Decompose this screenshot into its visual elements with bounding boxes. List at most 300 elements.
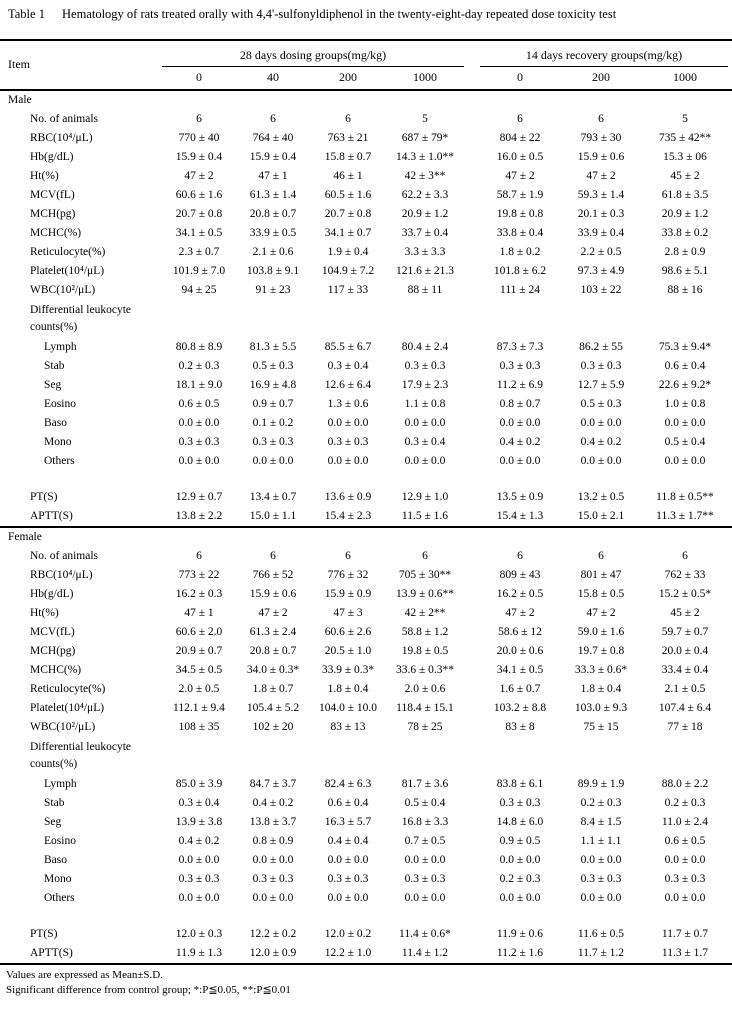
value-cell: 16.8 ± 3.3	[401, 816, 449, 828]
section-label: Female	[8, 530, 42, 543]
row-label: No. of animals	[30, 549, 99, 562]
value-cell: 0.5 ± 0.3	[580, 398, 622, 410]
value-cell: 0.0 ± 0.0	[404, 417, 446, 429]
value-cell: 94 ± 25	[181, 284, 217, 296]
value-cell: 97.3 ± 4.9	[577, 265, 625, 277]
value-cell: 17.9 ± 2.3	[401, 379, 449, 391]
dose-column-header: 0	[196, 70, 202, 84]
value-cell: 85.5 ± 6.7	[324, 341, 372, 353]
dose-column-header: 1000	[413, 70, 437, 84]
section-row	[0, 91, 732, 110]
row-label: Stab	[44, 359, 65, 372]
table-row	[0, 452, 732, 471]
row-label: Stab	[44, 796, 65, 809]
value-cell: 6	[270, 550, 276, 562]
dose-column-header: 200	[339, 70, 357, 84]
table-caption-text: Hematology of rats treated orally with 4,4'-sulfonyldiphenol in the twenty-eight-day repeated dose toxicity test	[62, 7, 617, 21]
value-cell: 0.0 ± 0.0	[327, 417, 369, 429]
value-cell: 773 ± 22	[178, 569, 220, 581]
value-cell: 804 ± 22	[499, 132, 541, 144]
table-row	[0, 281, 732, 300]
value-cell: 15.9 ± 0.6	[249, 588, 297, 600]
value-cell: 33.9 ± 0.4	[577, 227, 625, 239]
value-cell: 0.0 ± 0.0	[404, 455, 446, 467]
value-cell: 0.0 ± 0.0	[580, 892, 622, 904]
value-cell: 108 ± 35	[178, 721, 220, 733]
value-cell: 84.7 ± 3.7	[249, 778, 297, 790]
value-cell: 6	[598, 550, 604, 562]
table-row	[0, 944, 732, 963]
value-cell: 5	[682, 113, 688, 125]
recovery-group-header: 14 days recovery groups(mg/kg)	[480, 48, 728, 67]
value-cell: 33.6 ± 0.3**	[395, 664, 455, 676]
value-cell: 82.4 ± 6.3	[324, 778, 372, 790]
value-cell: 0.0 ± 0.0	[404, 892, 446, 904]
value-cell: 81.3 ± 5.5	[249, 341, 297, 353]
value-cell: 8.4 ± 1.5	[580, 816, 622, 828]
row-label: Seg	[44, 815, 62, 828]
value-cell: 20.9 ± 0.7	[175, 645, 223, 657]
value-cell: 15.3 ± 06	[663, 151, 707, 163]
value-cell: 13.6 ± 0.9	[324, 491, 372, 503]
value-cell: 103 ± 22	[580, 284, 622, 296]
table-row	[0, 205, 732, 224]
value-cell: 34.0 ± 0.3*	[246, 664, 300, 676]
row-label: APTT(S)	[30, 509, 73, 522]
value-cell: 0.0 ± 0.0	[580, 854, 622, 866]
value-cell: 0.4 ± 0.2	[178, 835, 220, 847]
value-cell: 47 ± 2	[505, 170, 535, 182]
section-label: Male	[8, 93, 32, 106]
value-cell: 103.2 ± 8.8	[493, 702, 547, 714]
row-label: APTT(S)	[30, 946, 73, 959]
value-cell: 0.0 ± 0.0	[664, 417, 706, 429]
value-cell: 1.3 ± 0.6	[327, 398, 369, 410]
row-label: Baso	[44, 853, 67, 866]
value-cell: 20.9 ± 1.2	[401, 208, 449, 220]
value-cell: 0.6 ± 0.5	[664, 835, 706, 847]
table-row	[0, 433, 732, 452]
value-cell: 11.0 ± 2.4	[661, 816, 709, 828]
value-cell: 12.0 ± 0.2	[324, 928, 372, 940]
value-cell: 11.9 ± 1.3	[175, 947, 223, 959]
value-cell: 2.0 ± 0.5	[178, 683, 220, 695]
value-cell: 45 ± 2	[670, 170, 700, 182]
value-cell: 0.1 ± 0.2	[252, 417, 294, 429]
value-cell: 61.8 ± 3.5	[661, 189, 709, 201]
value-cell: 33.8 ± 0.2	[661, 227, 709, 239]
value-cell: 80.4 ± 2.4	[401, 341, 449, 353]
value-cell: 0.3 ± 0.3	[580, 360, 622, 372]
value-cell: 0.3 ± 0.3	[252, 873, 294, 885]
value-cell: 59.0 ± 1.6	[577, 626, 625, 638]
table-row	[0, 699, 732, 718]
value-cell: 5	[422, 113, 428, 125]
table-row	[0, 488, 732, 507]
value-cell: 12.2 ± 0.2	[249, 928, 297, 940]
value-cell: 0.5 ± 0.4	[404, 797, 446, 809]
value-cell: 60.6 ± 1.6	[175, 189, 223, 201]
value-cell: 33.9 ± 0.5	[249, 227, 297, 239]
value-cell: 0.5 ± 0.4	[664, 436, 706, 448]
value-cell: 58.6 ± 12	[498, 626, 542, 638]
value-cell: 764 ± 40	[252, 132, 294, 144]
spacer-row	[0, 908, 732, 925]
value-cell: 762 ± 33	[664, 569, 706, 581]
value-cell: 34.5 ± 0.5	[175, 664, 223, 676]
value-cell: 0.3 ± 0.3	[499, 360, 541, 372]
table-header	[0, 41, 732, 89]
value-cell: 16.2 ± 0.3	[175, 588, 223, 600]
value-cell: 0.0 ± 0.0	[580, 417, 622, 429]
value-cell: 11.8 ± 0.5**	[656, 491, 714, 503]
row-label: Platelet(10⁴/μL)	[30, 264, 105, 277]
row-label: Mono	[44, 872, 72, 885]
value-cell: 0.2 ± 0.3	[499, 873, 541, 885]
value-cell: 0.6 ± 0.4	[664, 360, 706, 372]
value-cell: 6	[345, 113, 351, 125]
value-cell: 0.0 ± 0.0	[664, 892, 706, 904]
value-cell: 80.8 ± 8.9	[175, 341, 223, 353]
value-cell: 20.8 ± 0.7	[249, 208, 297, 220]
value-cell: 735 ± 42**	[658, 132, 712, 144]
value-cell: 0.3 ± 0.3	[178, 873, 220, 885]
value-cell: 0.3 ± 0.3	[580, 873, 622, 885]
table-row	[0, 547, 732, 566]
value-cell: 47 ± 3	[333, 607, 363, 619]
value-cell: 33.9 ± 0.3*	[321, 664, 375, 676]
table-row	[0, 925, 732, 944]
value-cell: 89.9 ± 1.9	[577, 778, 625, 790]
value-cell: 14.3 ± 1.0**	[395, 151, 455, 163]
value-cell: 33.7 ± 0.4	[401, 227, 449, 239]
value-cell: 763 ± 21	[327, 132, 369, 144]
value-cell: 0.2 ± 0.3	[580, 797, 622, 809]
value-cell: 61.3 ± 1.4	[249, 189, 297, 201]
value-cell: 0.0 ± 0.0	[327, 892, 369, 904]
row-label: Others	[44, 454, 75, 467]
value-cell: 59.7 ± 0.7	[661, 626, 709, 638]
row-label: Differential leukocyte counts(%)	[30, 740, 132, 770]
row-label: Ht(%)	[30, 606, 59, 619]
table-row	[0, 243, 732, 262]
value-cell: 0.3 ± 0.4	[404, 436, 446, 448]
table-row	[0, 737, 732, 775]
value-cell: 15.4 ± 2.3	[324, 510, 372, 522]
dose-column-header: 40	[267, 70, 279, 84]
value-cell: 98.6 ± 5.1	[661, 265, 709, 277]
value-cell: 46 ± 1	[333, 170, 363, 182]
value-cell: 75 ± 15	[583, 721, 619, 733]
value-cell: 60.6 ± 2.0	[175, 626, 223, 638]
dose-column-header: 1000	[673, 70, 697, 84]
value-cell: 87.3 ± 7.3	[496, 341, 544, 353]
value-cell: 11.4 ± 1.2	[401, 947, 449, 959]
dosing-group-header: 28 days dosing groups(mg/kg)	[162, 48, 464, 67]
value-cell: 47 ± 2	[586, 170, 616, 182]
value-cell: 16.0 ± 0.5	[496, 151, 544, 163]
value-cell: 18.1 ± 9.0	[175, 379, 223, 391]
table-footnotes	[0, 965, 732, 998]
value-cell: 12.0 ± 0.9	[249, 947, 297, 959]
value-cell: 12.2 ± 1.0	[324, 947, 372, 959]
value-cell: 12.9 ± 0.7	[175, 491, 223, 503]
value-cell: 1.8 ± 0.4	[580, 683, 622, 695]
value-cell: 12.6 ± 6.4	[324, 379, 372, 391]
value-cell: 59.3 ± 1.4	[577, 189, 625, 201]
value-cell: 20.0 ± 0.6	[496, 645, 544, 657]
table-row	[0, 507, 732, 526]
value-cell: 103.8 ± 9.1	[246, 265, 300, 277]
value-cell: 13.4 ± 0.7	[249, 491, 297, 503]
value-cell: 78 ± 25	[407, 721, 443, 733]
value-cell: 22.6 ± 9.2*	[658, 379, 712, 391]
value-cell: 11.6 ± 0.5	[577, 928, 625, 940]
value-cell: 705 ± 30**	[398, 569, 452, 581]
value-cell: 11.4 ± 0.6*	[399, 928, 451, 940]
table-row	[0, 566, 732, 585]
value-cell: 2.3 ± 0.7	[178, 246, 220, 258]
value-cell: 13.8 ± 2.2	[175, 510, 223, 522]
value-cell: 0.6 ± 0.5	[178, 398, 220, 410]
value-cell: 104.9 ± 7.2	[321, 265, 375, 277]
value-cell: 0.5 ± 0.3	[252, 360, 294, 372]
row-label: MCH(pg)	[30, 207, 76, 220]
value-cell: 103.0 ± 9.3	[574, 702, 628, 714]
table-row	[0, 357, 732, 376]
value-cell: 0.3 ± 0.3	[404, 360, 446, 372]
value-cell: 15.4 ± 1.3	[496, 510, 544, 522]
value-cell: 0.2 ± 0.3	[664, 797, 706, 809]
table-row	[0, 414, 732, 433]
row-label: No. of animals	[30, 112, 99, 125]
table-body	[0, 91, 732, 963]
value-cell: 11.7 ± 1.2	[577, 947, 625, 959]
value-cell: 0.0 ± 0.0	[664, 854, 706, 866]
value-cell: 11.7 ± 0.7	[661, 928, 709, 940]
footnote-significance: Significant difference from control group; *:P≦0.05, **:P≦0.01	[6, 983, 291, 996]
value-cell: 12.7 ± 5.9	[577, 379, 625, 391]
value-cell: 6	[196, 550, 202, 562]
value-cell: 0.0 ± 0.0	[404, 854, 446, 866]
table-row	[0, 623, 732, 642]
table-caption	[0, 5, 732, 23]
value-cell: 104.0 ± 10.0	[318, 702, 378, 714]
row-label: RBC(10⁴/μL)	[30, 568, 93, 581]
value-cell: 15.0 ± 1.1	[249, 510, 297, 522]
value-cell: 0.2 ± 0.3	[178, 360, 220, 372]
value-cell: 88 ± 16	[667, 284, 703, 296]
value-cell: 12.9 ± 1.0	[401, 491, 449, 503]
value-cell: 0.3 ± 0.3	[499, 797, 541, 809]
value-cell: 12.0 ± 0.3	[175, 928, 223, 940]
value-cell: 0.3 ± 0.4	[327, 360, 369, 372]
row-label: Reticulocyte(%)	[30, 682, 106, 695]
value-cell: 0.3 ± 0.3	[664, 873, 706, 885]
row-label: MCV(fL)	[30, 625, 75, 638]
value-cell: 687 ± 79*	[401, 132, 449, 144]
value-cell: 0.3 ± 0.4	[178, 797, 220, 809]
value-cell: 19.7 ± 0.8	[577, 645, 625, 657]
value-cell: 0.0 ± 0.0	[499, 892, 541, 904]
value-cell: 15.0 ± 2.1	[577, 510, 625, 522]
table-row	[0, 813, 732, 832]
table-row	[0, 775, 732, 794]
value-cell: 0.8 ± 0.7	[499, 398, 541, 410]
value-cell: 15.2 ± 0.5*	[658, 588, 712, 600]
value-cell: 0.0 ± 0.0	[327, 455, 369, 467]
table-row	[0, 661, 732, 680]
value-cell: 20.7 ± 0.8	[324, 208, 372, 220]
value-cell: 0.9 ± 0.5	[499, 835, 541, 847]
table-row	[0, 832, 732, 851]
value-cell: 13.5 ± 0.9	[496, 491, 544, 503]
table-row	[0, 186, 732, 205]
value-cell: 42 ± 2**	[404, 607, 446, 619]
value-cell: 0.4 ± 0.2	[499, 436, 541, 448]
value-cell: 13.2 ± 0.5	[577, 491, 625, 503]
value-cell: 6	[196, 113, 202, 125]
value-cell: 0.8 ± 0.9	[252, 835, 294, 847]
value-cell: 13.9 ± 3.8	[175, 816, 223, 828]
value-cell: 801 ± 47	[580, 569, 622, 581]
row-label: RBC(10⁴/μL)	[30, 131, 93, 144]
row-label: PT(S)	[30, 927, 58, 940]
table-row	[0, 718, 732, 737]
value-cell: 112.1 ± 9.4	[173, 702, 225, 714]
value-cell: 0.0 ± 0.0	[499, 455, 541, 467]
value-cell: 13.8 ± 3.7	[249, 816, 297, 828]
table-row	[0, 870, 732, 889]
value-cell: 766 ± 52	[252, 569, 294, 581]
value-cell: 11.3 ± 1.7	[661, 947, 709, 959]
value-cell: 0.7 ± 0.5	[404, 835, 446, 847]
value-cell: 83 ± 13	[330, 721, 366, 733]
value-cell: 77 ± 18	[667, 721, 703, 733]
row-label: MCH(pg)	[30, 644, 76, 657]
row-label: Reticulocyte(%)	[30, 245, 106, 258]
row-label: Hb(g/dL)	[30, 150, 74, 163]
value-cell: 11.9 ± 0.6	[496, 928, 544, 940]
value-cell: 15.9 ± 0.4	[175, 151, 223, 163]
value-cell: 0.0 ± 0.0	[178, 854, 220, 866]
value-cell: 1.8 ± 0.2	[499, 246, 541, 258]
dose-column-header: 0	[517, 70, 523, 84]
table-row	[0, 148, 732, 167]
row-label: Seg	[44, 378, 62, 391]
value-cell: 0.3 ± 0.3	[178, 436, 220, 448]
row-label: Others	[44, 891, 75, 904]
item-column-header: Item	[8, 57, 30, 71]
table-row	[0, 604, 732, 623]
value-cell: 1.9 ± 0.4	[327, 246, 369, 258]
value-cell: 111 ± 24	[500, 284, 540, 296]
value-cell: 11.5 ± 1.6	[401, 510, 449, 522]
value-cell: 58.8 ± 1.2	[401, 626, 449, 638]
value-cell: 20.8 ± 0.7	[249, 645, 297, 657]
value-cell: 58.7 ± 1.9	[496, 189, 544, 201]
value-cell: 15.8 ± 0.7	[324, 151, 372, 163]
value-cell: 19.8 ± 0.5	[401, 645, 449, 657]
value-cell: 34.1 ± 0.5	[496, 664, 544, 676]
footnote-mean-sd: Values are expressed as Mean±S.D.	[6, 968, 163, 981]
value-cell: 0.4 ± 0.4	[327, 835, 369, 847]
value-cell: 83.8 ± 6.1	[496, 778, 544, 790]
value-cell: 1.8 ± 0.4	[327, 683, 369, 695]
value-cell: 0.0 ± 0.0	[499, 417, 541, 429]
value-cell: 2.0 ± 0.6	[404, 683, 446, 695]
row-label: MCHC(%)	[30, 226, 82, 239]
table-row	[0, 262, 732, 281]
table-row	[0, 300, 732, 338]
value-cell: 33.3 ± 0.6*	[574, 664, 628, 676]
value-cell: 2.1 ± 0.6	[252, 246, 294, 258]
value-cell: 20.9 ± 1.2	[661, 208, 709, 220]
value-cell: 0.4 ± 0.2	[580, 436, 622, 448]
value-cell: 34.1 ± 0.7	[324, 227, 372, 239]
value-cell: 20.7 ± 0.8	[175, 208, 223, 220]
spacer-row	[0, 471, 732, 488]
dose-column-header: 200	[592, 70, 610, 84]
value-cell: 809 ± 43	[499, 569, 541, 581]
value-cell: 47 ± 2	[586, 607, 616, 619]
value-cell: 2.1 ± 0.5	[664, 683, 706, 695]
value-cell: 91 ± 23	[255, 284, 291, 296]
value-cell: 101.9 ± 7.0	[172, 265, 226, 277]
value-cell: 1.8 ± 0.7	[252, 683, 294, 695]
row-label: Eosino	[44, 397, 76, 410]
row-label: Lymph	[44, 340, 77, 353]
value-cell: 47 ± 1	[184, 607, 214, 619]
value-cell: 15.8 ± 0.5	[577, 588, 625, 600]
value-cell: 45 ± 2	[670, 607, 700, 619]
row-label: Baso	[44, 416, 67, 429]
value-cell: 19.8 ± 0.8	[496, 208, 544, 220]
value-cell: 0.4 ± 0.2	[252, 797, 294, 809]
value-cell: 88 ± 11	[407, 284, 443, 296]
value-cell: 0.0 ± 0.0	[252, 455, 294, 467]
value-cell: 102 ± 20	[252, 721, 294, 733]
value-cell: 793 ± 30	[580, 132, 622, 144]
value-cell: 86.2 ± 55	[579, 341, 623, 353]
row-label: WBC(10²/μL)	[30, 720, 96, 733]
value-cell: 16.2 ± 0.5	[496, 588, 544, 600]
value-cell: 2.8 ± 0.9	[664, 246, 706, 258]
value-cell: 0.0 ± 0.0	[178, 892, 220, 904]
value-cell: 61.3 ± 2.4	[249, 626, 297, 638]
value-cell: 33.8 ± 0.4	[496, 227, 544, 239]
value-cell: 60.5 ± 1.6	[324, 189, 372, 201]
value-cell: 75.3 ± 9.4*	[658, 341, 712, 353]
row-label: Platelet(10⁴/μL)	[30, 701, 105, 714]
value-cell: 20.0 ± 0.4	[661, 645, 709, 657]
value-cell: 1.6 ± 0.7	[499, 683, 541, 695]
value-cell: 121.6 ± 21.3	[395, 265, 455, 277]
table-row	[0, 167, 732, 186]
value-cell: 85.0 ± 3.9	[175, 778, 223, 790]
value-cell: 105.4 ± 5.2	[246, 702, 300, 714]
row-label: Ht(%)	[30, 169, 59, 182]
value-cell: 16.3 ± 5.7	[324, 816, 372, 828]
value-cell: 6	[345, 550, 351, 562]
value-cell: 0.3 ± 0.3	[327, 436, 369, 448]
value-cell: 0.0 ± 0.0	[664, 455, 706, 467]
value-cell: 47 ± 1	[258, 170, 288, 182]
row-label: PT(S)	[30, 490, 58, 503]
value-cell: 1.1 ± 1.1	[580, 835, 622, 847]
value-cell: 1.1 ± 0.8	[404, 398, 446, 410]
value-cell: 83 ± 8	[505, 721, 535, 733]
